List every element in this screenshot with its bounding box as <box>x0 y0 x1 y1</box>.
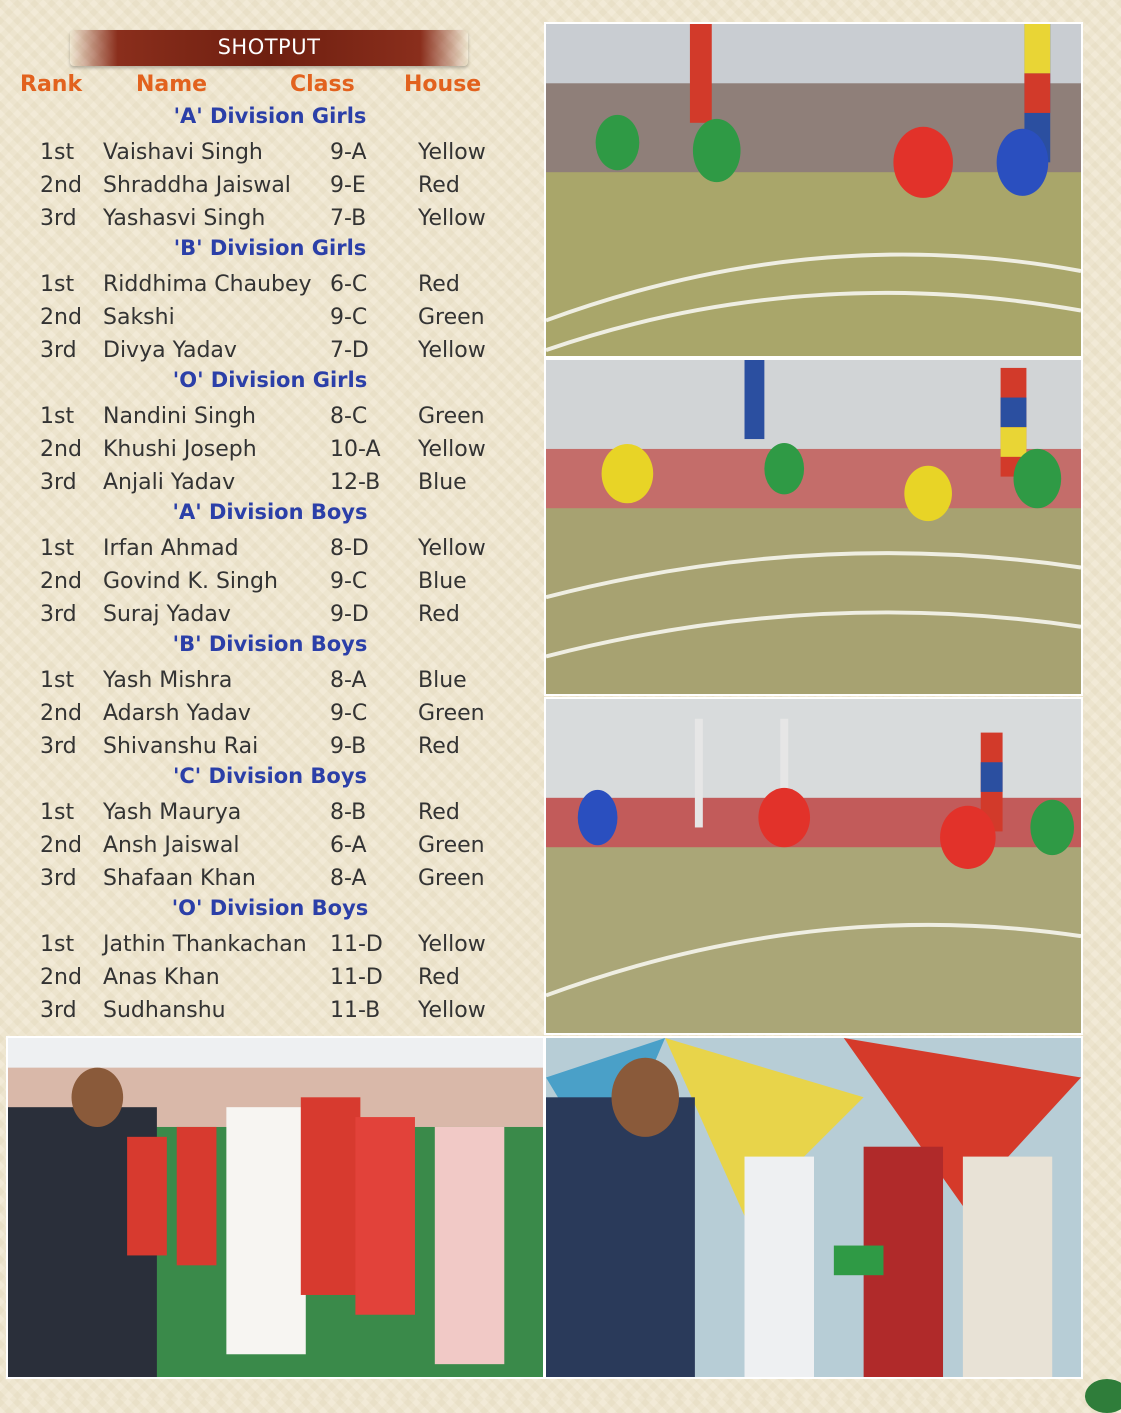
class-cell: 7-B <box>330 206 367 231</box>
header-house: House <box>404 72 482 97</box>
race-photo-3-image <box>546 699 1081 1033</box>
class-cell: 7-D <box>330 338 369 363</box>
result-row <box>0 701 540 733</box>
rank-cell: 2nd <box>40 965 82 990</box>
result-row <box>0 734 540 766</box>
race-photo-2 <box>544 358 1083 696</box>
division-heading: 'A' Division Boys <box>172 500 368 524</box>
class-cell: 8-A <box>330 866 367 891</box>
header-class: Class <box>290 72 355 97</box>
house-cell: Yellow <box>418 536 486 561</box>
name-cell: Anjali Yadav <box>103 470 236 495</box>
rank-cell: 2nd <box>40 833 82 858</box>
prize-photo-1 <box>6 1036 545 1379</box>
name-cell: Sakshi <box>103 305 175 330</box>
division-heading: 'A' Division Girls <box>173 104 367 128</box>
rank-cell: 2nd <box>40 305 82 330</box>
name-cell: Govind K. Singh <box>103 569 278 594</box>
rank-cell: 1st <box>40 536 75 561</box>
division-heading: 'B' Division Boys <box>172 632 368 656</box>
class-cell: 9-C <box>330 569 368 594</box>
name-cell: Irfan Ahmad <box>103 536 239 561</box>
result-row <box>0 140 540 172</box>
race-photo-1-image <box>546 24 1081 356</box>
house-cell: Red <box>418 800 460 825</box>
class-cell: 6-C <box>330 272 368 297</box>
rank-cell: 1st <box>40 140 75 165</box>
result-row <box>0 305 540 337</box>
result-row <box>0 668 540 700</box>
division-heading: 'O' Division Boys <box>171 896 369 920</box>
result-row <box>0 833 540 865</box>
prize-photo-1-image <box>8 1038 543 1377</box>
name-cell: Yash Mishra <box>103 668 233 693</box>
house-cell: Green <box>418 866 485 891</box>
rank-cell: 3rd <box>40 338 77 363</box>
prize-photo-2 <box>544 1036 1083 1379</box>
header-rank: Rank <box>20 72 83 97</box>
class-cell: 11-D <box>330 932 383 957</box>
division-heading: 'O' Division Girls <box>172 368 368 392</box>
name-cell: Yash Maurya <box>103 800 242 825</box>
class-cell: 9-C <box>330 701 368 726</box>
rank-cell: 2nd <box>40 701 82 726</box>
house-cell: Blue <box>418 668 467 693</box>
name-cell: Divya Yadav <box>103 338 237 363</box>
race-photo-2-image <box>546 360 1081 694</box>
rank-cell: 1st <box>40 932 75 957</box>
result-row <box>0 800 540 832</box>
result-row <box>0 932 540 964</box>
header-name: Name <box>136 72 208 97</box>
class-cell: 8-A <box>330 668 367 693</box>
name-cell: Nandini Singh <box>103 404 256 429</box>
house-cell: Red <box>418 734 460 759</box>
page-title: SHOTPUT <box>217 35 321 59</box>
rank-cell: 1st <box>40 404 75 429</box>
prize-photo-2-image <box>546 1038 1081 1377</box>
class-cell: 11-B <box>330 998 381 1023</box>
result-row <box>0 602 540 634</box>
house-cell: Green <box>418 701 485 726</box>
house-cell: Red <box>418 272 460 297</box>
result-row <box>0 404 540 436</box>
class-cell: 9-D <box>330 602 369 627</box>
name-cell: Shafaan Khan <box>103 866 256 891</box>
division-heading: 'B' Division Girls <box>173 236 367 260</box>
name-cell: Adarsh Yadav <box>103 701 251 726</box>
house-cell: Yellow <box>418 338 486 363</box>
house-cell: Yellow <box>418 206 486 231</box>
house-cell: Yellow <box>418 932 486 957</box>
name-cell: Shraddha Jaiswal <box>103 173 291 198</box>
rank-cell: 3rd <box>40 602 77 627</box>
result-row <box>0 173 540 205</box>
result-row <box>0 536 540 568</box>
class-cell: 6-A <box>330 833 367 858</box>
rank-cell: 3rd <box>40 470 77 495</box>
rank-cell: 3rd <box>40 998 77 1023</box>
result-row <box>0 437 540 469</box>
house-cell: Green <box>418 404 485 429</box>
result-row <box>0 470 540 502</box>
name-cell: Suraj Yadav <box>103 602 231 627</box>
race-photo-3 <box>544 697 1083 1035</box>
rank-cell: 1st <box>40 272 75 297</box>
class-cell: 9-A <box>330 140 367 165</box>
rank-cell: 2nd <box>40 569 82 594</box>
result-row <box>0 998 540 1030</box>
class-cell: 9-C <box>330 305 368 330</box>
rank-cell: 2nd <box>40 437 82 462</box>
name-cell: Shivanshu Rai <box>103 734 259 759</box>
name-cell: Sudhanshu <box>103 998 226 1023</box>
house-cell: Yellow <box>418 437 486 462</box>
rank-cell: 3rd <box>40 206 77 231</box>
name-cell: Vaishavi Singh <box>103 140 263 165</box>
name-cell: Riddhima Chaubey <box>103 272 312 297</box>
name-cell: Ansh Jaiswal <box>103 833 240 858</box>
rank-cell: 1st <box>40 800 75 825</box>
result-row <box>0 569 540 601</box>
house-cell: Red <box>418 602 460 627</box>
house-cell: Red <box>418 173 460 198</box>
result-row <box>0 965 540 997</box>
name-cell: Yashasvi Singh <box>103 206 266 231</box>
class-cell: 8-C <box>330 404 368 429</box>
result-row <box>0 866 540 898</box>
house-cell: Green <box>418 305 485 330</box>
class-cell: 11-D <box>330 965 383 990</box>
result-row <box>0 272 540 304</box>
rank-cell: 3rd <box>40 734 77 759</box>
class-cell: 8-B <box>330 800 367 825</box>
name-cell: Anas Khan <box>103 965 220 990</box>
class-cell: 9-B <box>330 734 367 759</box>
class-cell: 9-E <box>330 173 366 198</box>
house-cell: Blue <box>418 569 467 594</box>
house-cell: Red <box>418 965 460 990</box>
rank-cell: 1st <box>40 668 75 693</box>
house-cell: Yellow <box>418 998 486 1023</box>
result-row <box>0 338 540 370</box>
title-banner <box>70 30 468 66</box>
rank-cell: 3rd <box>40 866 77 891</box>
house-cell: Yellow <box>418 140 486 165</box>
house-cell: Blue <box>418 470 467 495</box>
page-corner-tab <box>1085 1379 1121 1413</box>
name-cell: Khushi Joseph <box>103 437 257 462</box>
rank-cell: 2nd <box>40 173 82 198</box>
class-cell: 8-D <box>330 536 369 561</box>
race-photo-1 <box>544 22 1083 358</box>
class-cell: 10-A <box>330 437 381 462</box>
class-cell: 12-B <box>330 470 381 495</box>
division-heading: 'C' Division Boys <box>172 764 368 788</box>
result-row <box>0 206 540 238</box>
house-cell: Green <box>418 833 485 858</box>
name-cell: Jathin Thankachan <box>103 932 307 957</box>
